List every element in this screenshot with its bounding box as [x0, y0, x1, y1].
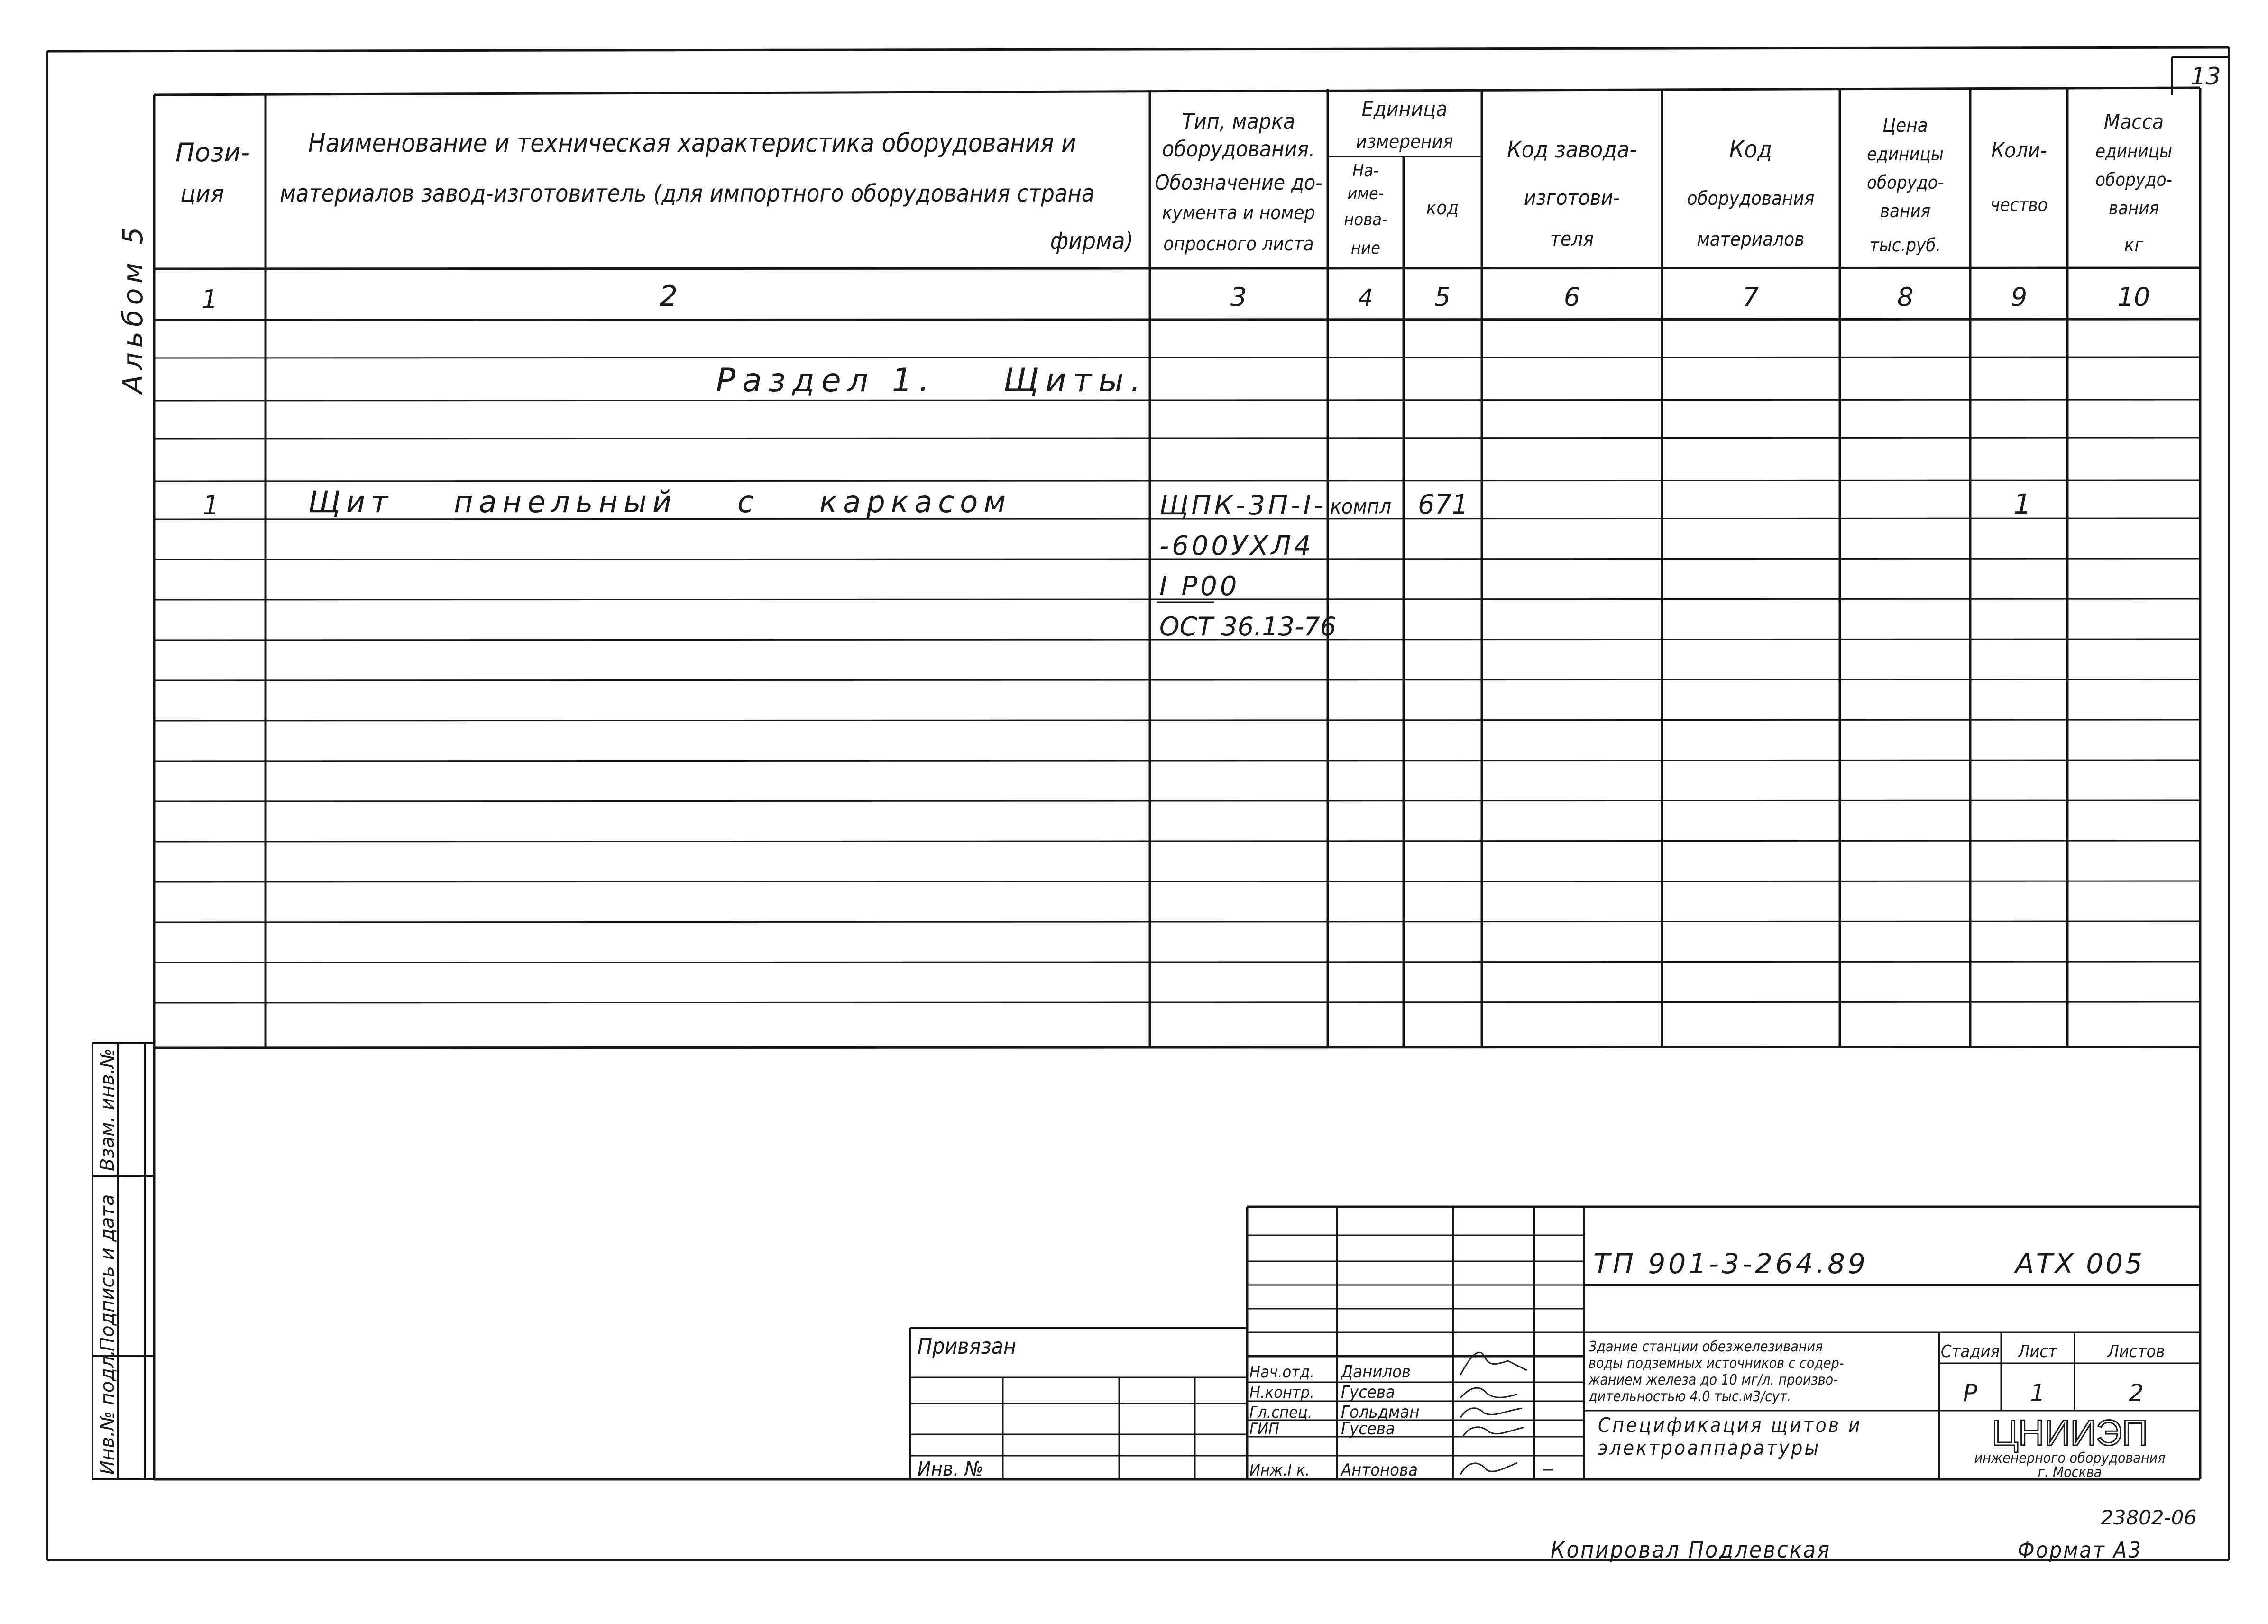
header-col8-line5: тыс.руб.: [1869, 235, 1941, 256]
header-col3-line1: Тип, марка: [1182, 109, 1295, 134]
name-3: Гольдман: [1341, 1403, 1420, 1422]
stage-label: Стадия: [1940, 1342, 2000, 1361]
sheets-label: Листов: [2107, 1342, 2165, 1361]
header-col4-line1: На-: [1352, 161, 1379, 181]
strip-vzam-inv: Взам. инв.№: [97, 1048, 119, 1171]
header-col9-line2: чество: [1990, 194, 2048, 215]
header-col3-line4: кумента и номер: [1162, 202, 1315, 224]
header-unit-line1: Единица: [1361, 97, 1448, 121]
colnum-1: 1: [201, 284, 218, 314]
page-number: 13: [2191, 63, 2221, 90]
header-col10-line3: оборудо-: [2095, 169, 2172, 190]
tied-label: Привязан: [918, 1333, 1017, 1359]
item-type-line4: ОСТ 36.13-76: [1159, 612, 1337, 642]
header-col1-line2: ция: [180, 181, 224, 207]
inv-label: Инв. №: [918, 1457, 983, 1480]
name-4: Гусева: [1341, 1419, 1395, 1439]
header-col8-line3: оборудо-: [1867, 172, 1944, 193]
object-title-line2: воды подземных источников с содер-: [1589, 1355, 1844, 1372]
colnum-2: 2: [659, 280, 678, 313]
header-col8-line2: единицы: [1867, 144, 1944, 165]
header-col9-line1: Коли-: [1991, 138, 2047, 163]
name-2: Гусева: [1341, 1383, 1395, 1402]
header-col7-line2: оборудования: [1687, 188, 1815, 210]
inner-border: [154, 88, 2200, 1479]
page-number-box: [2172, 57, 2229, 95]
left-signature-strip: [92, 1043, 154, 1479]
header-col3-line3: Обозначение до-: [1155, 171, 1322, 195]
item-quantity: 1: [2013, 488, 2031, 520]
sheet-code: АТХ 005: [2015, 1248, 2144, 1280]
archive-number: 23802-06: [2101, 1506, 2197, 1529]
strip-podpis-data: Подпись и дата: [97, 1194, 119, 1351]
object-title-line4: дительностью 4.0 тыс.м3/сут.: [1589, 1388, 1791, 1405]
item-name: Щит панельный с каркасом: [308, 485, 1011, 519]
header-unit-line2: измерения: [1356, 131, 1453, 153]
role-3: Гл.спец.: [1249, 1403, 1313, 1422]
header-col2-line2: материалов завод-изготовитель (для импортного оборудования страна: [280, 180, 1095, 207]
header-col3-line2: оборудования.: [1162, 136, 1315, 162]
sheet-value: 1: [2030, 1379, 2045, 1407]
column-numbers-row: [202, 280, 2150, 314]
role-2: Н.контр.: [1249, 1383, 1314, 1402]
item-type-line1: ЩПК-3П-I-: [1159, 490, 1326, 521]
org-name: ЦНИИЭП: [1992, 1413, 2148, 1453]
org-sub-line1: инженерного оборудования: [1974, 1450, 2166, 1467]
header-col8-line4: вания: [1880, 201, 1931, 221]
header-col8-line1: Цена: [1882, 115, 1928, 137]
colnum-6: 6: [1563, 282, 1580, 312]
colnum-5: 5: [1434, 282, 1451, 312]
colnum-4: 4: [1358, 284, 1373, 312]
header-col10-line1: Масса: [2103, 110, 2164, 134]
header-col10-line2: единицы: [2095, 141, 2172, 162]
item-type-line3: I Р00: [1159, 571, 1240, 602]
copied-by: Копировал Подлевская: [1551, 1537, 1831, 1563]
role-1: Нач.отд.: [1249, 1363, 1314, 1382]
sheets-value: 2: [2129, 1379, 2144, 1407]
header-col4-line2: име-: [1347, 184, 1384, 203]
header-col7-line1: Код: [1729, 136, 1772, 163]
header-col6-line1: Код завода-: [1507, 137, 1637, 163]
colnum-9: 9: [2011, 282, 2028, 312]
title-block-text: [918, 1248, 2165, 1481]
colnum-3: 3: [1230, 282, 1247, 312]
sheet-label: Лист: [2018, 1342, 2057, 1361]
strip-inv-podl: Инв.№ подл.: [97, 1349, 119, 1475]
colnum-10: 10: [2117, 282, 2150, 312]
album-label: Альбом 5: [117, 222, 149, 394]
table-header: [175, 97, 2172, 258]
item-code: 671: [1418, 489, 1469, 520]
role-5: Инж.I к.: [1249, 1461, 1310, 1480]
doc-code: ТП 901-3-264.89: [1593, 1248, 1868, 1280]
header-col2-line1: Наименование и техническая характеристика оборудования и: [308, 128, 1076, 158]
stage-value: Р: [1963, 1379, 1978, 1407]
header-col10-line5: кг: [2124, 234, 2144, 256]
header-col1-line1: Пози-: [175, 138, 250, 167]
name-5: Антонова: [1341, 1460, 1418, 1480]
section-title: Раздел 1. Щиты.: [716, 362, 1148, 399]
header-col10-line4: вания: [2108, 198, 2159, 219]
sheet-title-line2: электроаппаратуры: [1598, 1436, 1821, 1459]
item-unit: компл: [1330, 495, 1392, 519]
header-col3-line5: опросного листа: [1163, 233, 1314, 255]
item-type-line2: -600УХЛ4: [1159, 531, 1314, 561]
header-col2-line3: фирма): [1050, 227, 1133, 255]
sheet-title-line1: Спецификация щитов и: [1598, 1413, 1862, 1437]
header-col4-line3: нова-: [1344, 210, 1387, 229]
object-title-line1: Здание станции обезжелезивания: [1589, 1339, 1823, 1355]
header-col6-line2: изготови-: [1524, 186, 1620, 210]
header-col6-line3: теля: [1550, 227, 1594, 250]
header-col4-line4: ние: [1350, 239, 1381, 258]
format-label: Формат А3: [2018, 1537, 2142, 1563]
colnum-7: 7: [1742, 282, 1759, 312]
org-sub-line2: г. Москва: [2038, 1464, 2102, 1481]
colnum-8: 8: [1897, 282, 1914, 312]
table-row: [202, 485, 2031, 642]
name-1: Данилов: [1341, 1362, 1411, 1382]
header-col7-line3: материалов: [1697, 229, 1805, 250]
object-title-line3: жанием железа до 10 мг/л. произво-: [1589, 1372, 1838, 1388]
item-position: 1: [202, 490, 220, 521]
role-4: ГИП: [1249, 1420, 1279, 1439]
header-col5: код: [1426, 197, 1459, 219]
